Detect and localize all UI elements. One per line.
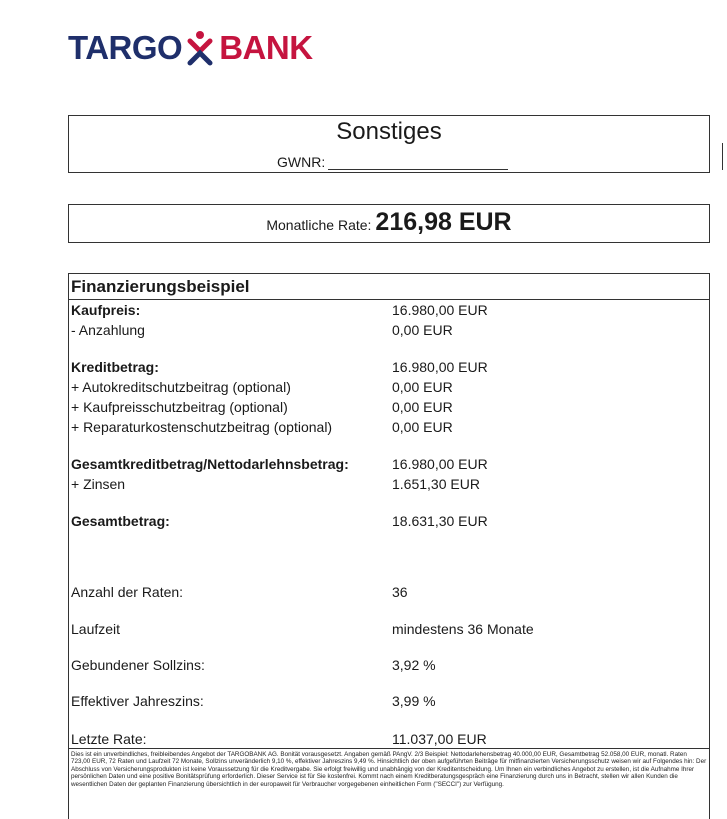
margin-mark — [722, 143, 727, 170]
table-row — [71, 730, 709, 748]
row-label: + Autokreditschutzbeitrag (optional) — [71, 379, 291, 395]
row-label: - Anzahlung — [71, 322, 145, 338]
table-row — [71, 321, 709, 339]
row-value: 16.980,00 EUR — [392, 359, 488, 375]
gwnr-field — [277, 154, 508, 170]
row-label: Gesamtbetrag: — [71, 513, 170, 529]
logo-word-bank: BANK — [219, 29, 313, 66]
row-value: 0,00 EUR — [392, 419, 453, 435]
table-row — [71, 301, 709, 319]
financing-example-table — [68, 273, 710, 819]
title-box — [68, 115, 710, 173]
row-label: Anzahl der Raten: — [71, 584, 184, 600]
table-row — [71, 512, 709, 530]
gwnr-blank-line — [328, 155, 508, 170]
table-row — [71, 418, 709, 436]
financing-heading: Finanzierungsbeispiel — [69, 274, 709, 300]
row-label: Kreditbetrag: — [71, 359, 159, 375]
row-label: Laufzeit — [71, 621, 121, 637]
table-row — [71, 358, 709, 376]
row-value: 16.980,00 EUR — [392, 302, 488, 318]
row-value: 0,00 EUR — [392, 322, 453, 338]
row-value: 18.631,30 EUR — [392, 513, 488, 529]
table-row — [71, 656, 709, 674]
table-row — [71, 378, 709, 396]
row-value: 16.980,00 EUR — [392, 456, 488, 472]
table-row — [71, 692, 709, 710]
monthly-rate-label: Monatliche Rate: — [266, 217, 372, 233]
row-label: Letzte Rate: — [71, 731, 147, 747]
gwnr-label: GWNR: — [277, 154, 326, 170]
row-label: Effektiver Jahreszins: — [71, 693, 204, 709]
row-label: Gebundener Sollzins: — [71, 657, 205, 673]
row-value: 3,99 % — [392, 693, 436, 709]
table-row — [71, 475, 709, 493]
page-title: Sonstiges — [336, 118, 442, 145]
row-value: 0,00 EUR — [392, 399, 453, 415]
targobank-logo — [68, 28, 313, 68]
legal-disclaimer: Dies ist ein unverbindliches, freibleibendes Angebot der TARGOBANK AG. Bonität vorausgesetzt. Angaben gemäß PAngV. 2/3 Beispiel: Nettodarlehensbetrag 40.000,00 EUR, Gesamtbetrag 52.058,00 EUR, monatl. Raten 723,00 EUR, 72 Raten und Laufzeit 72 Monate, Sollzins unveränderlich 9,10 %, effektiver Jahreszins 9,49 %. Hinsichtlich der oben aufgeführten Beiträge für mitfinanzierten Versicherungsschutz weisen wir auf Folgendes hin: Der Abschluss von Versicherungsprodukten ist keine Voraussetzung für die Kreditvergabe. Sie erfolgt freiwillig und unabhängig von der Kreditentscheidung. Um Ihnen ein verbindliches Angebot zu erstellen, ist die Aufnahme Ihrer persönlichen Daten und eine positive Bonitätsprüfung erforderlich. Dieser Service ist für Sie kostenfrei. Kommt nach einem Kreditberatungsgespräch eine Finanzierung durch uns in Betracht, stellen wir allen Kunden die wesentlichen Daten der geplanten Finanzierung übersichtlich in der europaweit für Verbraucher vorgegebenen einheitlichen Form ("SECCI") zur Verfügung. — [69, 748, 709, 788]
row-value: 11.037,00 EUR — [392, 731, 487, 747]
row-label: + Reparaturkostenschutzbeitrag (optional) — [71, 419, 333, 435]
monthly-rate-box — [68, 204, 710, 243]
table-row — [71, 583, 709, 601]
row-value: 0,00 EUR — [392, 379, 453, 395]
row-label: Gesamtkreditbetrag/Nettodarlehnsbetrag: — [71, 456, 349, 472]
table-row — [71, 455, 709, 473]
row-label: + Kaufpreisschutzbeitrag (optional) — [71, 399, 288, 415]
row-value: 1.651,30 EUR — [392, 476, 480, 492]
row-value: 36 — [392, 584, 408, 600]
row-label: + Zinsen — [71, 476, 126, 492]
logo-x-icon — [185, 29, 215, 67]
row-value: 3,92 % — [392, 657, 436, 673]
monthly-rate-value: 216,98 EUR — [375, 208, 512, 236]
table-row — [71, 620, 709, 638]
row-label: Kaufpreis: — [71, 302, 141, 318]
table-row — [71, 398, 709, 416]
row-value: mindestens 36 Monate — [392, 621, 534, 637]
logo-word-targo: TARGO — [68, 29, 183, 66]
